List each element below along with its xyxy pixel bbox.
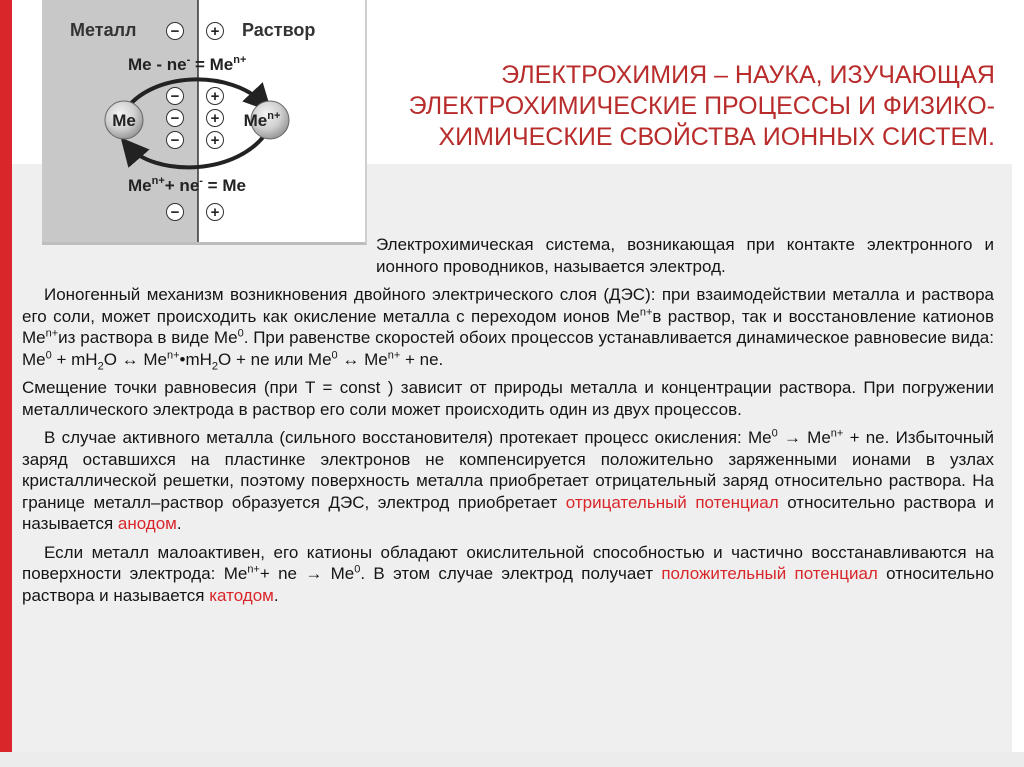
plus-sign: + <box>210 132 220 149</box>
oxidation-equation: $Me - ne^- = Me^{n+}$ <box>128 54 247 74</box>
highlight-cathode: катодом <box>209 585 274 605</box>
paragraph-definition: Электрохимическая система, возникающая при контакте электронного и ионного проводников, называется электрод. <box>376 235 994 276</box>
minus-sign: − <box>170 88 180 105</box>
body-text <box>22 234 994 613</box>
paragraph-anode: В случае активного металла (сильного восстановителя) протекает процесс окисления: $Me^0 \to Me^{n+}$ + ne. Избыточный заряд оставшихся на пластинке электронов не компенсируется положительно заряженными ионами в узлах кристаллической решетки, поэтому поверхность металла приобретает отрицательный заряд относительно раствора. На границе металл–раствор образуется ДЭС, электрод приобретает отрицательный потенциал относительно раствора и называется анодом. <box>22 427 994 533</box>
metal-label: Металл <box>70 20 137 40</box>
minus-sign: − <box>170 110 180 127</box>
paragraph-equilibrium: Смещение точки равновесия (при T = const ) зависит от природы металла и концентрации раствора. При погружении металлического электрода в раствор его соли может происходить один из двух процессов. <box>22 378 994 419</box>
paragraph-mechanism: Ионогенный механизм возникновения двойного электрического слоя (ДЭС): при взаимодействии металла и раствора его соли, может происходить как окисление металла с переходом ионов $Me^{n+}в$ раствор, так и восстановление катионов $Me^{n+}из$ раствора в виде Me$^0$. При равенстве скоростей обоих процессов устанавливается динамическое равновесие вида: $Me^0 + mH_2O$ ↔ $Me^{n+}•mH_2O$ + ne или Me$^0$ ↔ $Me^{n+}$ + ne. <box>22 285 994 372</box>
plus-sign: + <box>210 88 220 105</box>
metal-atom-label: Me <box>112 111 136 130</box>
reduction-equation: $Me^{n+}+ ne^- = Me$ <box>128 175 246 195</box>
paragraph-cathode: Если металл малоактивен, его катионы обладают окислительной способностью и частично восстанавливаются на поверхности электрода: $Me^{n+}+$ ne → $Me^0$. В этом случае электрод получает положительный потенциал относительно раствора и называется катодом. <box>22 542 994 605</box>
slide-title: ЭЛЕКТРОХИМИЯ – НАУКА, ИЗУЧАЮЩАЯ ЭЛЕКТРОХИМИЧЕСКИЕ ПРОЦЕССЫ И ФИЗИКО-ХИМИЧЕСКИЕ СВОЙСТВА ИОННЫХ СИСТЕМ. <box>408 61 995 151</box>
highlight-anode: анодом <box>117 514 177 533</box>
minus-sign: − <box>170 132 180 149</box>
highlight-negative-potential: отрицательный потенциал <box>565 492 779 512</box>
plus-sign: + <box>210 23 220 40</box>
highlight-positive-potential: положительный потенциал <box>661 564 878 583</box>
accent-bar <box>0 0 12 767</box>
plus-sign: + <box>210 110 220 127</box>
minus-sign: − <box>170 23 180 40</box>
metal-ion-label: $Me^{n+}$ <box>243 110 281 130</box>
solution-label: Раствор <box>242 20 316 40</box>
plus-sign: + <box>210 204 220 221</box>
minus-sign: − <box>170 204 180 221</box>
bottom-band <box>0 752 1024 767</box>
diagram-svg <box>42 0 365 242</box>
electrode-diagram <box>42 0 367 245</box>
